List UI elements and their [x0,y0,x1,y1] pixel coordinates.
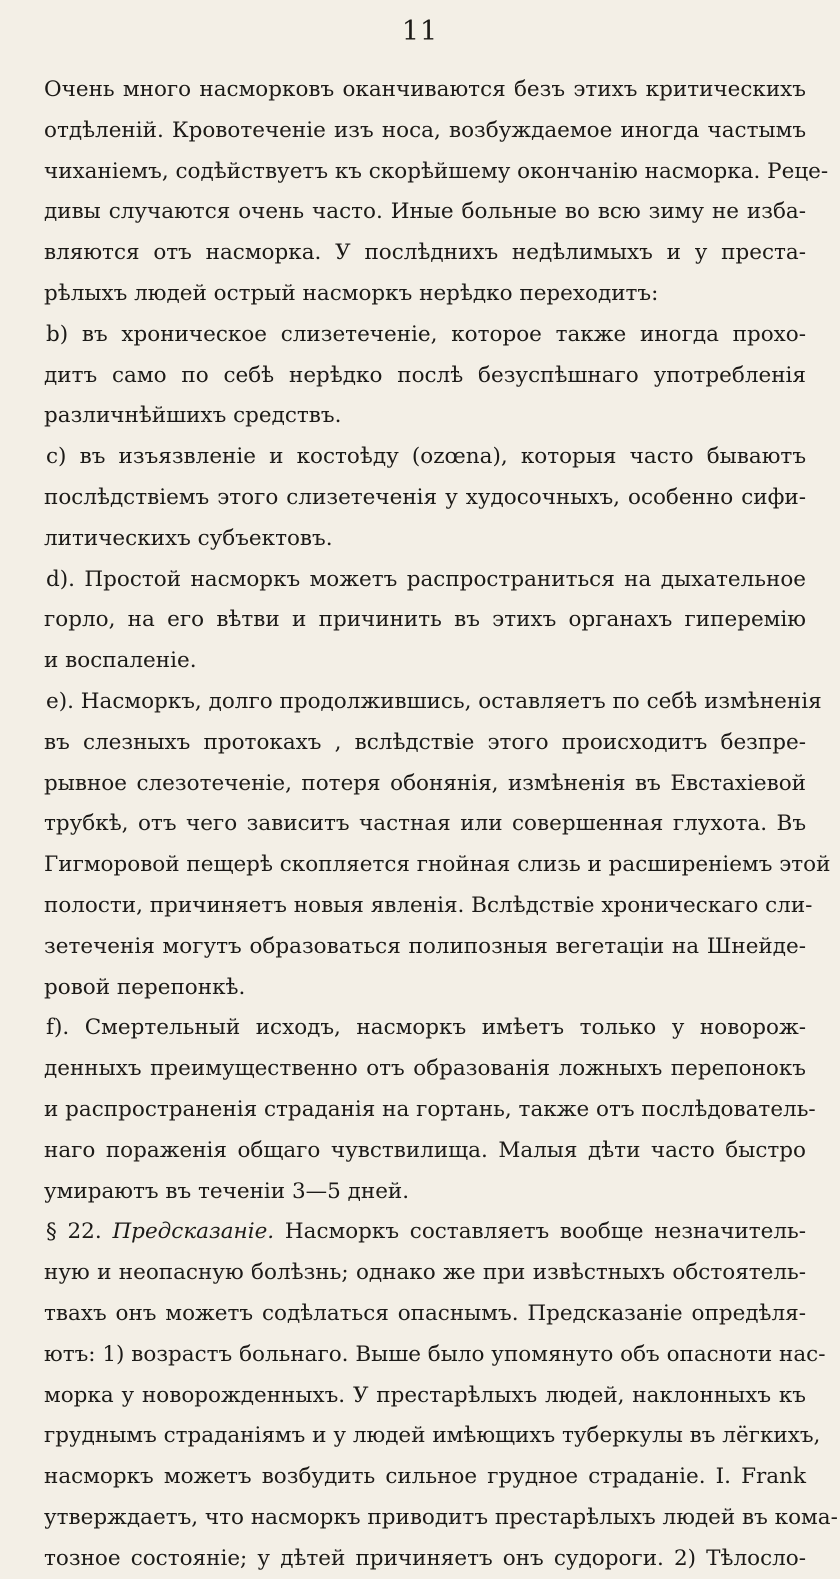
text-line: Очень много насморковъ оканчиваются безъ этихъ критическихъ [44,77,806,102]
section-22-heading-line [44,1212,806,1253]
text-line: полости, причиняетъ новыя явленія. Вслѣдствіе хроническаго сли- [44,892,813,918]
text-line: груднымъ страданіямъ и у людей имѣющихъ туберкулы въ лёгкихъ, [44,1423,821,1449]
text-line: ную и неопасную болѣзнь; однако же при извѣстныхъ обстоятель- [44,1260,806,1286]
text-line: отдѣленій. Кровотеченіе изъ носа, возбуждаемое иногда частымъ [44,117,806,143]
page-number: 11 [401,16,439,47]
text-line: трубкѣ, отъ чего зависитъ частная или совершенная глухота. Въ [44,811,806,837]
text-line: зетеченія могутъ образоваться полипозныя вегетаціи на Шнейде- [44,933,806,959]
text-line: дитъ само по себѣ нерѣдко послѣ безуспѣшнаго употребленія [44,362,806,388]
section-text: Насморкъ составляетъ вообще незначитель- [274,1219,806,1245]
text-line: насморкъ можетъ возбудить сильное грудное страданіе. I. Frank [44,1464,806,1490]
text-line: твахъ онъ можетъ содѣлаться опаснымъ. Предсказаніе опредѣля- [44,1300,806,1326]
text-line: рѣлыхъ людей острый насморкъ нерѣдко переходитъ: [44,280,659,306]
text-line: тозное состояніе; у дѣтей причиняетъ онъ судороги. 2) Тѣлосло- [44,1545,806,1571]
text-line: вляются отъ насморка. У послѣднихъ недѣлимыхъ и у преста- [44,240,806,266]
text-line: и воспаленіе. [44,648,197,674]
text-line: въ слезныхъ протокахъ , вслѣдствіе этого происходитъ безпре- [44,729,806,755]
text-line: Гигморовой пещерѣ скопляется гнойная слизь и расширеніемъ этой [44,852,831,878]
text-line: утверждаетъ, что насморкъ приводитъ престарѣлыхъ людей въ кома- [44,1504,838,1530]
section-title: Предсказаніе. [112,1219,275,1245]
text-line: денныхъ преимущественно отъ образованія ложныхъ перепонокъ [44,1056,806,1082]
text-line: дивы случаются очень часто. Иные больные во всю зиму не изба- [44,199,806,225]
text-line: и распространенія страданія на гортань, также отъ послѣдователь- [44,1096,816,1122]
text-line: чиханіемъ, содѣйствуетъ къ скорѣйшему окончанію насморка. Реце- [44,158,829,184]
list-item-e: e). Насморкъ, долго продолжившись, оставляетъ по себѣ измѣненія [46,688,822,714]
text-line: ютъ: 1) возрастъ больнаго. Выше было упомянуто объ опасноти нас- [44,1341,826,1367]
list-item-f: f). Смертельный исходъ, насморкъ имѣетъ только у новорож- [46,1015,806,1041]
text-line: наго пораженія общаго чувствилища. Малыя дѣти часто быстро [44,1137,806,1163]
text-line: литическихъ субъектовъ. [44,525,333,551]
list-item-c: c) въ изъязвленіе и костоѣду (ozœna), которыя часто бываютъ [46,444,806,470]
text-line: ровой перепонкѣ. [44,974,246,1000]
text-line: различнѣйшихъ средствъ. [44,403,342,429]
text-line: морка у новорожденныхъ. У престарѣлыхъ людей, наклонныхъ къ [44,1382,806,1408]
section-number: § 22. [46,1219,113,1245]
list-item-d: d). Простой насморкъ можетъ распространиться на дыхательное [46,566,806,592]
text-line: послѣдствіемъ этого слизетеченія у худосочныхъ, особенно сифи- [44,484,806,510]
text-line: умираютъ въ теченіи 3—5 дней. [44,1178,410,1204]
list-item-b: b) въ хроническое слизетеченіе, которое также иногда прохо- [46,321,806,347]
body-text [44,70,838,1579]
text-line: горло, на его вѣтви и причинить въ этихъ органахъ гиперемію [44,607,806,633]
text-line: рывное слезотеченіе, потеря обонянія, измѣненія въ Евстахіевой [44,770,806,796]
